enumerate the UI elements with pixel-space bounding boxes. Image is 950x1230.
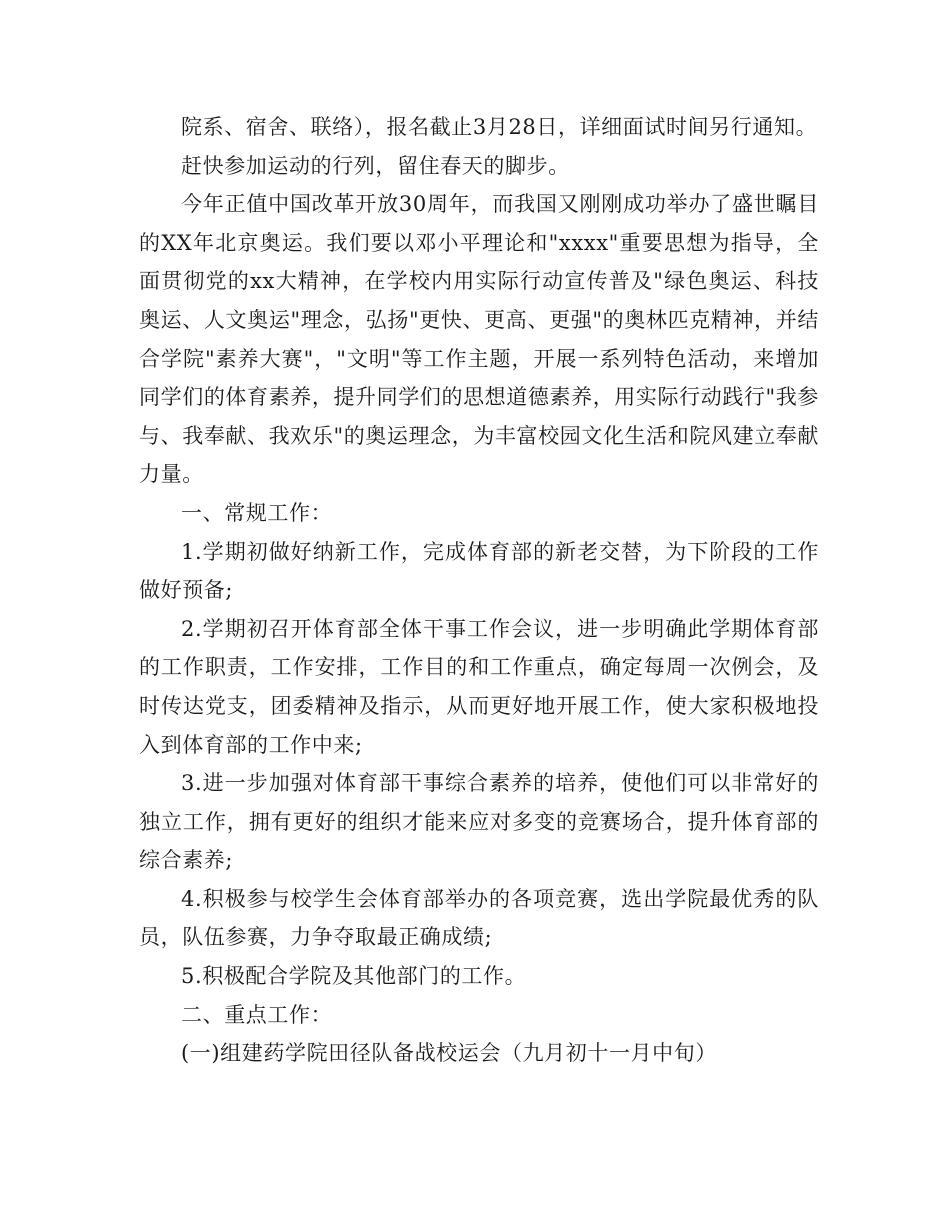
section-heading-routine-work: 一、常规工作：	[181, 500, 333, 525]
paragraph-introduction: 今年正值中国改革开放30周年，而我国又刚刚成功举办了盛世瞩目的XX年北京奥运。我们要以邓小平理论和"xxxx"重要思想为指导，全面贯彻党的xx大精神，在学校内用实际行动宣传普及"绿色奥运、科技奥运、人文奥运"理念，弘扬"更快、更高、更强"的奥林匹克精神，并结合学院"素养大赛"，"文明"等工作主题，开展一系列特色活动，来增加同学们的体育素养，提升同学们的思想道德素养，用实际行动践行"我参与、我奉献、我欢乐"的奥运理念，为丰富校园文化生活和院风建立奉献力量。	[139, 192, 819, 487]
list-item-3: 3.进一步加强对体育部干事综合素养的培养，使他们可以非常好的独立工作，拥有更好的组织才能来应对多变的竞赛场合，提升体育部的综合素养;	[139, 771, 819, 873]
paragraph-call-to-action: 赶快参加运动的行列，留住春天的脚步。	[181, 153, 570, 178]
paragraph-registration-note: 院系、宿舍、联络），报名截止3月28日，详细面试时间另行通知。	[181, 115, 818, 139]
list-item-5: 5.积极配合学院及其他部门的工作。	[181, 964, 527, 989]
section-heading-key-work: 二、重点工作：	[181, 1002, 333, 1027]
list-item-1: 1.学期初做好纳新工作，完成体育部的新老交替，为下阶段的工作做好预备;	[139, 539, 819, 603]
list-item-2: 2.学期初召开体育部全体干事工作会议，进一步明确此学期体育部的工作职责，工作安排，工作目的和工作重点，确定每周一次例会，及时传达党支，团委精神及指示，从而更好地开展工作，使大家积极地投入到体育部的工作中来;	[139, 616, 819, 757]
document-body	[139, 108, 819, 1073]
subsection-heading-track-team: (一)组建药学院田径队备战校运会（九月初十一月中旬）	[181, 1041, 717, 1066]
list-item-4: 4.积极参与校学生会体育部举办的各项竞赛，选出学院最优秀的队员，队伍参赛，力争夺取最正确成绩;	[139, 886, 819, 950]
